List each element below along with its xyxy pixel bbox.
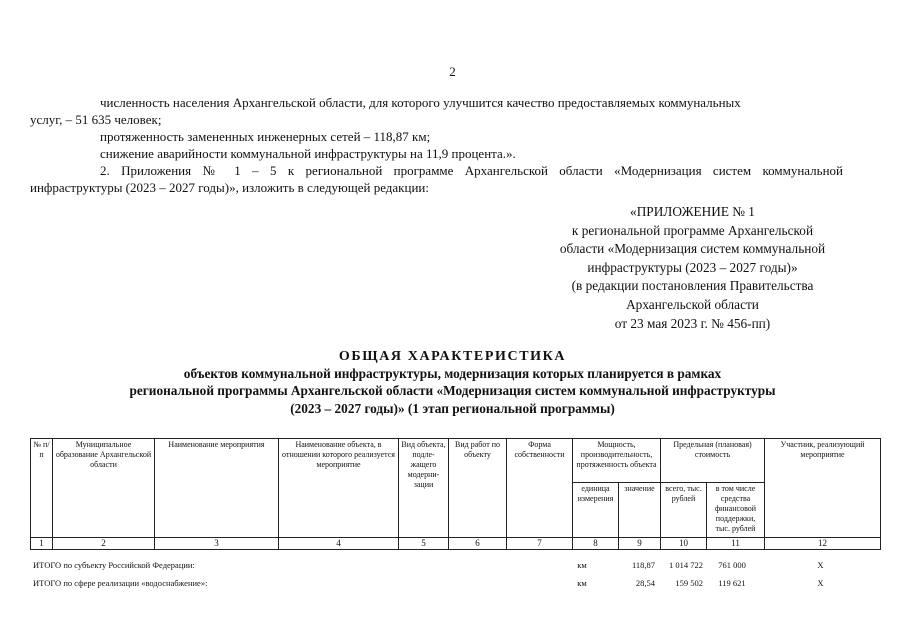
- intro-line-population: численность населения Архангельской области, для которого улучшится качество предоставляемых коммунальных: [100, 95, 741, 110]
- table-header-row: [31, 439, 881, 483]
- intro-line-networks: протяженность замененных инженерных сетей – 118,87 км;: [100, 129, 431, 144]
- total-cost: 1 014 722: [669, 560, 703, 570]
- total-label: ИТОГО по сфере реализации «водоснабжение»:: [33, 578, 208, 588]
- header-ownership: Форма собственности: [507, 439, 573, 538]
- total-support: 119 621: [718, 578, 746, 588]
- appendix-line: от 23 мая 2023 г. № 456-пп): [614, 315, 771, 331]
- header-number: № п/п: [31, 439, 53, 538]
- column-number: 12: [765, 538, 881, 550]
- document-subtitle-line: региональной программы Архангельской области «Модернизация систем коммунальной инфраструктуры: [129, 383, 776, 398]
- document-subtitle-line: объектов коммунальной инфраструктуры, модернизация которых планируется в рамках: [183, 366, 722, 381]
- column-number: 1: [31, 538, 53, 550]
- intro-line-accidents: снижение аварийности коммунальной инфраструктуры на 11,9 процента.».: [100, 146, 516, 161]
- appendix-line: Архангельской области: [626, 296, 759, 312]
- header-municipality: Муниципальное образование Архангельской области: [53, 439, 155, 538]
- appendix-line: (в редакции постановления Правительства: [571, 278, 814, 294]
- total-unit: км: [577, 560, 587, 570]
- header-capacity: Мощность, производительность, протяженность объекта: [573, 439, 661, 483]
- appendix-line: «ПРИЛОЖЕНИЕ № 1: [630, 204, 755, 219]
- header-cost: Предельная (плановая) стоимость: [661, 439, 765, 483]
- header-work-type: Вид работ по объекту: [449, 439, 507, 538]
- intro-line-population-cont: услуг, – 51 635 человек;: [30, 112, 162, 127]
- total-cost: 159 502: [675, 578, 703, 588]
- header-cost-total: всего, тыс. рублей: [661, 483, 707, 538]
- total-value: 118,87: [631, 560, 655, 570]
- column-number: 11: [707, 538, 765, 550]
- column-number: 9: [619, 538, 661, 550]
- column-number: 8: [573, 538, 619, 550]
- header-measure: Наименование мероприятия: [155, 439, 279, 538]
- appendix-line: к региональной программе Архангельской: [571, 222, 814, 238]
- column-number: 5: [399, 538, 449, 550]
- total-participant: Х: [817, 560, 824, 570]
- appendix-block: [520, 203, 865, 333]
- column-number: 2: [53, 538, 155, 550]
- page-number: 2: [449, 64, 456, 79]
- header-unit: единица измерения: [573, 483, 619, 538]
- total-participant: Х: [817, 578, 824, 588]
- column-number: 6: [449, 538, 507, 550]
- total-value: 28,54: [635, 578, 655, 588]
- column-number: 7: [507, 538, 573, 550]
- header-value: значение: [619, 483, 661, 538]
- appendix-line: области «Модернизация систем коммунальной: [559, 241, 826, 257]
- appendix-line: инфраструктуры (2023 – 2027 годы)»: [587, 259, 798, 275]
- column-number: 3: [155, 538, 279, 550]
- header-cost-support: в том числе средства финансовой поддержки, тыс. рублей: [707, 483, 765, 538]
- table-column-numbers-row: [31, 538, 881, 550]
- column-number: 4: [279, 538, 399, 550]
- total-label: ИТОГО по субъекту Российской Федерации:: [33, 560, 195, 570]
- column-number: 10: [661, 538, 707, 550]
- characteristics-table: [30, 438, 881, 550]
- header-object-type: Вид объекта, подле-жащего модерни-зации: [399, 439, 449, 538]
- document-title: ОБЩАЯ ХАРАКТЕРИСТИКА: [338, 349, 567, 364]
- header-participant: Участник, реализующий мероприятие: [765, 439, 881, 538]
- intro-line-appendices-cont: инфраструктуры (2023 – 2027 годы)», изложить в следующей редакции:: [30, 180, 429, 195]
- total-unit: км: [577, 578, 587, 588]
- header-object: Наименование объекта, в отношении которого реализуется мероприятие: [279, 439, 399, 538]
- document-subtitle-line: (2023 – 2027 годы)» (1 этап региональной программы): [290, 401, 615, 416]
- intro-line-appendices: 2. Приложения № 1 – 5 к региональной программе Архангельской области «Модернизация систем коммунальной: [100, 163, 843, 178]
- total-support: 761 000: [718, 560, 746, 570]
